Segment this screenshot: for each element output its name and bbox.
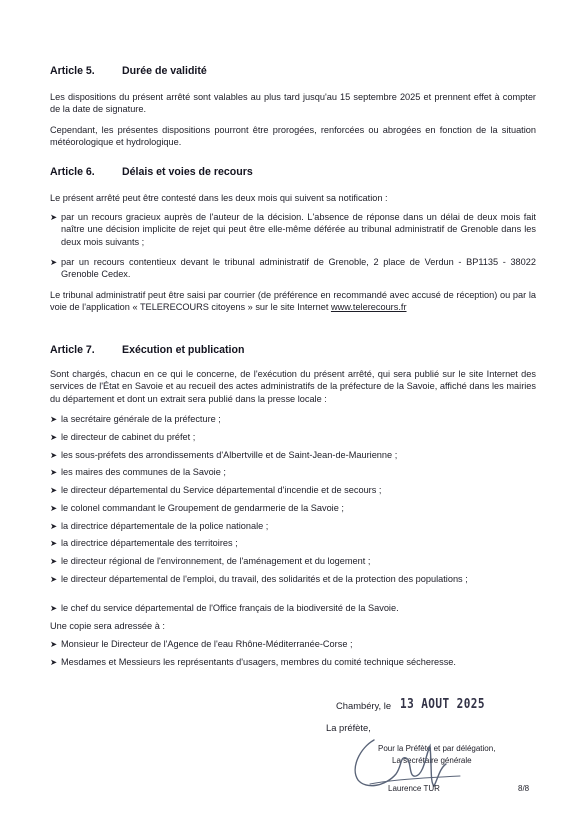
list-item: ➤ la secrétaire générale de la préfecture ;	[50, 414, 221, 424]
article-number: Article 5.	[50, 65, 95, 77]
article-6-final-paragraph: Le tribunal administratif peut être saisi par courrier (de préférence en recommandé avec accusé de réception) ou par la voie de l'application « TELERECOURS citoyens » sur le site Internet www.telerecours.fr	[50, 290, 536, 313]
signature-delegation: Pour la Préfète et par délégation,	[378, 744, 496, 753]
page-number: 8/8	[518, 784, 530, 793]
article-title: Délais et voies de recours	[122, 166, 253, 178]
list-item: ➤ le directeur départemental du Service départemental d'incendie et de secours ;	[50, 485, 382, 495]
arrow-bullet-icon: ➤	[50, 657, 58, 667]
list-item: ➤ le directeur régional de l'environnement, de l'aménagement et du logement ;	[50, 556, 371, 566]
arrow-bullet-icon: ➤	[50, 212, 58, 222]
list-item: ➤ Mesdames et Messieurs les représentants d'usagers, membres du comité technique sécheresse.	[50, 657, 456, 667]
arrow-bullet-icon: ➤	[50, 485, 58, 495]
arrow-bullet-icon: ➤	[50, 574, 58, 584]
list-item: ➤ les sous-préfets des arrondissements d'Albertville et de Saint-Jean-de-Maurienne ;	[50, 450, 398, 460]
list-item: ➤ les maires des communes de la Savoie ;	[50, 467, 226, 477]
list-item: ➤ par un recours contentieux devant le tribunal administratif de Grenoble, 2 place de Verdun - BP1135 - 38022 Grenoble Cedex.	[50, 257, 536, 280]
article-7-heading	[50, 344, 244, 356]
list-item: ➤ le colonel commandant le Groupement de gendarmerie de la Savoie ;	[50, 503, 344, 513]
article-5-heading	[50, 65, 207, 77]
list-item: ➤ la directrice départementale des territoires ;	[50, 538, 238, 548]
list-item: ➤ le chef du service départemental de l'Office français de la biodiversité de la Savoie.	[50, 603, 399, 613]
list-item: ➤ la directrice départementale de la police nationale ;	[50, 521, 269, 531]
arrow-bullet-icon: ➤	[50, 503, 58, 513]
article-title: Durée de validité	[122, 65, 207, 77]
arrow-bullet-icon: ➤	[50, 467, 58, 477]
arrow-bullet-icon: ➤	[50, 432, 58, 442]
article-7-intro: Sont chargés, chacun en ce qui le concerne, de l'exécution du présent arrêté, qui sera publié sur le site Internet des services de l'État en Savoie et au recueil des actes administratifs de la préfecture de la Savoie, affiché dans les mairies du département et dont un extrait sera publié dans la presse locale :	[50, 369, 536, 404]
signature-role: La préfète,	[326, 722, 371, 733]
arrow-bullet-icon: ➤	[50, 450, 58, 460]
arrow-bullet-icon: ➤	[50, 538, 58, 548]
arrow-bullet-icon: ➤	[50, 639, 58, 649]
list-item: ➤ Monsieur le Directeur de l'Agence de l'eau Rhône-Méditerranée-Corse ;	[50, 639, 353, 649]
article-6-heading	[50, 166, 253, 178]
article-number: Article 6.	[50, 166, 95, 178]
copy-intro: Une copie sera adressée à :	[50, 621, 165, 631]
arrow-bullet-icon: ➤	[50, 414, 58, 424]
signature-name: Laurence TUR	[388, 784, 440, 793]
signature-place: Chambéry, le	[336, 700, 392, 711]
article-5-paragraph-2: Cependant, les présentes dispositions pourront être prorogées, renforcées ou abrogées en fonction de la situation météorologique et hydrologique.	[50, 125, 536, 148]
arrow-bullet-icon: ➤	[50, 521, 58, 531]
arrow-bullet-icon: ➤	[50, 603, 58, 613]
arrow-bullet-icon: ➤	[50, 556, 58, 566]
list-item: ➤ le directeur de cabinet du préfet ;	[50, 432, 196, 442]
article-6-intro: Le présent arrêté peut être contesté dans les deux mois qui suivent sa notification :	[50, 193, 388, 203]
signature-secretary: La secrétaire générale	[392, 756, 472, 765]
article-number: Article 7.	[50, 344, 95, 356]
date-stamp: 13 AOUT 2025	[400, 697, 485, 712]
list-item: ➤ par un recours gracieux auprès de l'auteur de la décision. L'absence de réponse dans un délai de deux mois fait naître une décision implicite de rejet qui peut être elle-même déférée au tribunal administratif de Grenoble dans les deux mois suivants ;	[50, 212, 536, 247]
list-item: ➤ le directeur départemental de l'emploi, du travail, des solidarités et de la protection des populations ;	[50, 574, 468, 584]
article-5-paragraph-1: Les dispositions du présent arrêté sont valables au plus tard jusqu'au 15 septembre 2025 et prennent effet à compter de la date de signature.	[50, 92, 536, 115]
article-title: Exécution et publication	[122, 344, 245, 356]
arrow-bullet-icon: ➤	[50, 257, 58, 267]
telerecours-link[interactable]: www.telerecours.fr	[330, 302, 407, 313]
